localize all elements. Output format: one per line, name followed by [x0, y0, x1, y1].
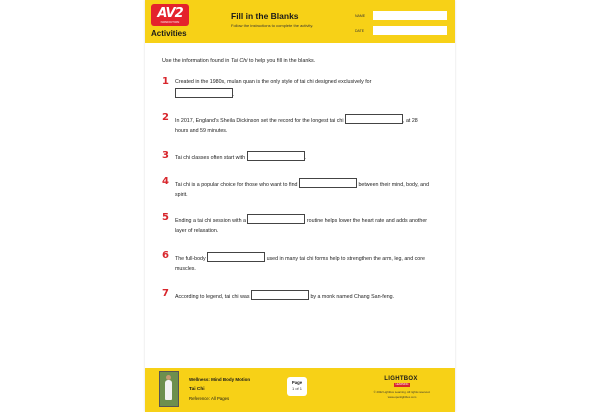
question-before: In 2017, England's Sheila Dickinson set the record for the longest tai chi	[175, 118, 346, 124]
book-cover-thumbnail	[159, 371, 179, 407]
question-text	[175, 214, 430, 236]
worksheet-footer	[145, 368, 455, 412]
copyright-text: © 2022 Lightbox Learning. All rights reserved.	[373, 390, 431, 394]
answer-blank[interactable]	[299, 178, 357, 188]
logo-text: AV2	[157, 6, 183, 21]
worksheet-header	[145, 0, 455, 43]
name-field[interactable]	[373, 11, 447, 20]
av2-logo	[151, 4, 189, 26]
cover-figure-body	[165, 380, 172, 400]
question-before: Tai chi classes often start with	[175, 155, 247, 161]
reference-text: Reference: All Pages	[189, 396, 230, 401]
question-text	[175, 252, 430, 274]
question-after: routine helps lower the heart rate and adds another layer of relaxation.	[175, 218, 428, 234]
worksheet-page	[145, 0, 455, 412]
question-text	[175, 78, 430, 100]
question-text	[175, 290, 430, 303]
instructions-before: Use the information found in	[162, 58, 231, 64]
question-before: Ending a tai chi session with a	[175, 218, 248, 224]
website-link[interactable]: www.openlightbox.com	[387, 395, 417, 399]
question-text	[175, 178, 430, 200]
answer-blank[interactable]	[175, 88, 233, 98]
section-label: Activities	[151, 29, 187, 38]
question-number: 2	[162, 112, 169, 123]
name-label: NAME	[355, 14, 366, 18]
question-after: used in many tai chi forms help to strengthen the arm, leg, and core muscles.	[175, 256, 425, 272]
book-title: Tai Chi	[189, 387, 205, 392]
page-subtitle: Follow the instructions to complete the activity.	[231, 23, 314, 28]
date-label: DATE	[355, 29, 365, 33]
question-number: 3	[162, 150, 169, 161]
question-number: 7	[162, 288, 169, 299]
question-before: Created in the 1980s, mulan quan is the only style of tai chi designed exclusively for	[175, 79, 372, 85]
question-after: , at 28 hours and 59 minutes.	[175, 118, 418, 134]
page-label: Page	[291, 380, 303, 385]
question-after: .	[304, 155, 307, 161]
answer-blank[interactable]	[251, 290, 309, 300]
question-number: 5	[162, 212, 169, 223]
question-text	[175, 114, 430, 136]
question-number: 4	[162, 176, 169, 187]
question-after: .	[233, 91, 235, 98]
page-title: Fill in the Blanks	[231, 11, 299, 21]
date-field[interactable]	[373, 26, 447, 35]
question-after: by a monk named Chang San-feng.	[308, 294, 395, 300]
book-title-italic: Tai Chi	[230, 58, 248, 64]
page-indicator	[287, 377, 307, 396]
page-count: 1 of 1	[291, 386, 302, 391]
answer-blank[interactable]	[247, 151, 305, 161]
question-before: The full-body	[175, 256, 208, 262]
instructions-after: to help you fill in the blanks.	[247, 58, 316, 64]
instructions	[162, 58, 315, 64]
answer-blank[interactable]	[345, 114, 403, 124]
answer-blank[interactable]	[207, 252, 265, 262]
question-number: 1	[162, 76, 169, 87]
question-text	[175, 151, 430, 164]
lightbox-logo: LIGHTBOX	[384, 376, 418, 382]
logo-subtext: NONFICTION	[160, 20, 180, 24]
lightbox-tagline: LEARNING	[395, 383, 409, 386]
question-after: between their mind, body, and spirit.	[175, 182, 430, 198]
series-title: Wellness: Mind Body Motion	[189, 377, 251, 382]
question-before: Tai chi is a popular choice for those who want to find	[175, 182, 299, 188]
answer-blank[interactable]	[247, 214, 305, 224]
question-number: 6	[162, 250, 169, 261]
question-before: According to legend, tai chi was	[175, 294, 251, 300]
